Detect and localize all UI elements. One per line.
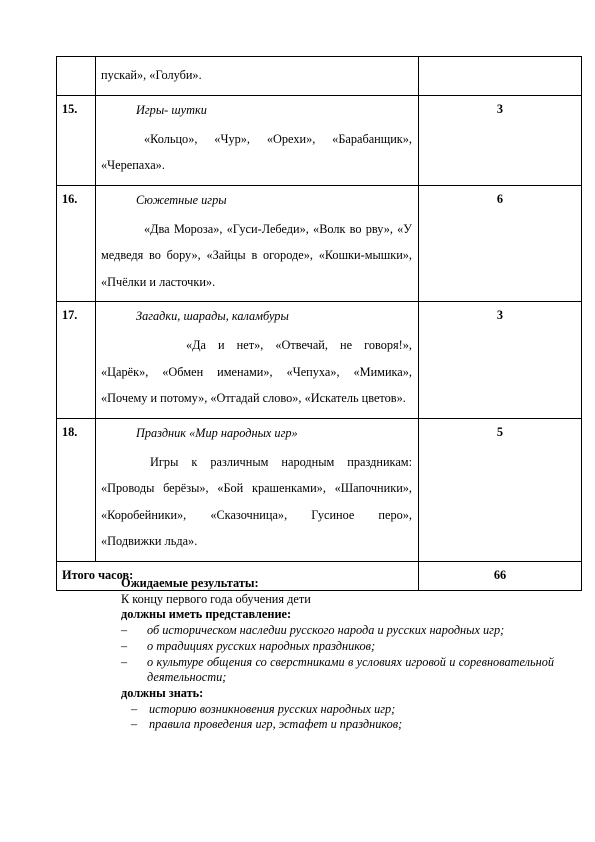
- dash-bullet: –: [131, 717, 138, 732]
- games-list: «Кольцо», «Чур», «Орехи», «Барабанщик», «Черепаха».: [101, 131, 412, 172]
- hours-value: 6: [419, 185, 582, 302]
- games-list: Игры к различным народным праздникам: «Проводы берёзы», «Бой крашенками», «Шапочники», «Коробейники», «Сказочница», Гусиное перо», «Подвижки льда».: [101, 454, 412, 548]
- hours-cell: [419, 57, 582, 96]
- expected-results-section: [121, 576, 554, 733]
- list-item: [121, 702, 554, 718]
- hours-value: 5: [419, 418, 582, 561]
- topic-cell: [96, 302, 419, 419]
- topic-title: Игры- шутки: [136, 102, 207, 117]
- row-number: 15.: [57, 95, 96, 185]
- table-row: [57, 95, 582, 185]
- table-row: [57, 185, 582, 302]
- list-item-text: историю возникновения русских народных игр;: [149, 701, 396, 716]
- dash-bullet: –: [121, 623, 128, 638]
- row-number: 17.: [57, 302, 96, 419]
- row-number: 16.: [57, 185, 96, 302]
- results-intro: К концу первого года обучения дети: [121, 591, 311, 606]
- topic-title: Праздник «Мир народных игр»: [136, 425, 298, 440]
- table-row: [57, 302, 582, 419]
- list-item: [121, 639, 554, 655]
- row-number: 18.: [57, 418, 96, 561]
- hours-value: 3: [419, 95, 582, 185]
- table-row: [57, 57, 582, 96]
- row-number-cell: [57, 57, 96, 96]
- total-label: Итого часов:: [57, 561, 419, 590]
- list-item-text: об историческом наследии русского народа и русских народных игр;: [147, 623, 505, 638]
- topic-cell: [96, 185, 419, 302]
- topic-cell: [96, 418, 419, 561]
- games-list: «Два Мороза», «Гуси-Лебеди», «Волк во рву», «У медведя во бору», «Зайцы в огороде», «Кошки-мышки», «Пчёлки и ласточки».: [101, 221, 412, 289]
- know-list: [121, 702, 554, 733]
- list-item: [121, 717, 554, 733]
- know-heading: должны знать:: [121, 685, 204, 700]
- topic-cell: [96, 57, 419, 96]
- results-heading: Ожидаемые результаты:: [121, 576, 259, 590]
- lesson-plan-table: [56, 56, 582, 591]
- dash-bullet: –: [121, 654, 128, 669]
- list-item: [121, 623, 554, 639]
- dash-bullet: –: [121, 638, 128, 653]
- idea-heading: должны иметь представление:: [121, 607, 292, 622]
- list-item-text: о культуре общения со сверстниками в условиях игровой и соревновательной деятельности;: [147, 654, 554, 685]
- list-item-text: о традициях русских народных праздников;: [147, 638, 376, 653]
- list-item: [121, 655, 554, 686]
- topic-title: Сюжетные игры: [136, 192, 227, 207]
- total-hours: 66: [419, 561, 582, 590]
- list-item-text: правила проведения игр, эстафет и праздников;: [149, 717, 403, 732]
- dash-bullet: –: [131, 701, 138, 716]
- continuation-text: пускай», «Голуби».: [101, 68, 202, 82]
- games-list: «Да и нет», «Отвечай, не говоря!», «Царёк», «Обмен именами», «Чепуха», «Мимика», «Почему и потому», «Отгадай слово», «Искатель цветов».: [101, 338, 412, 405]
- topic-title: Загадки, шарады, каламбуры: [136, 309, 289, 323]
- topic-cell: [96, 95, 419, 185]
- hours-value: 3: [419, 302, 582, 419]
- table-row: [57, 418, 582, 561]
- idea-list: [121, 623, 554, 686]
